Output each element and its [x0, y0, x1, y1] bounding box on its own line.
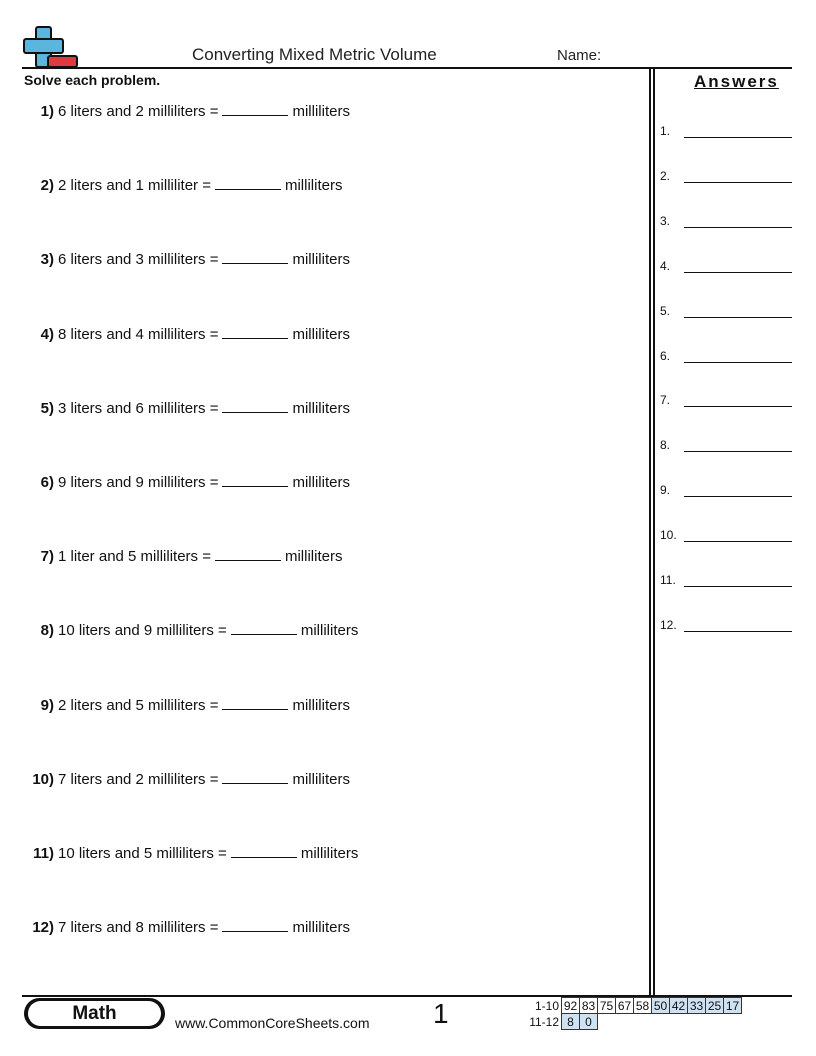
score-cell: 25 [706, 998, 724, 1014]
score-row-label: 1-10 [534, 998, 559, 1013]
answer-label: 12. [660, 618, 677, 632]
problem-item [24, 249, 350, 268]
score-table [529, 997, 742, 1030]
score-cell: 0 [580, 1014, 598, 1030]
score-cell: 83 [580, 998, 598, 1014]
problem-text: 3 liters and 6 milliliters = [58, 400, 219, 417]
problem-unit: milliliters [300, 845, 359, 862]
problem-text: 7 liters and 2 milliliters = [58, 771, 219, 788]
header-divider [22, 67, 792, 69]
plus-minus-logo-icon [22, 24, 80, 68]
score-cell: 17 [724, 998, 742, 1014]
answer-slot [660, 124, 792, 138]
problem-number: 3) [40, 251, 54, 268]
answer-blank[interactable] [222, 769, 288, 784]
answer-label: 6. [660, 349, 671, 363]
problem-unit: milliliters [292, 474, 350, 491]
problem-item [24, 917, 350, 936]
answer-blank[interactable] [222, 249, 288, 264]
answer-slot [660, 528, 792, 542]
problem-unit: milliliters [292, 919, 350, 936]
answer-label: 7. [660, 393, 671, 407]
answer-line[interactable] [684, 305, 792, 318]
problem-text: 9 liters and 9 milliliters = [58, 474, 219, 491]
subject-label: Math [28, 1001, 161, 1026]
answer-line[interactable] [684, 125, 792, 138]
answer-label: 10. [660, 528, 677, 542]
website-url: www.CommonCoreSheets.com [175, 1015, 370, 1031]
answers-title: Answers [694, 72, 779, 91]
answer-blank[interactable] [222, 695, 288, 710]
answer-blank[interactable] [215, 546, 281, 561]
worksheet-title: Converting Mixed Metric Volume [192, 45, 437, 64]
problem-unit: milliliters [292, 326, 350, 343]
answer-blank[interactable] [215, 175, 281, 190]
answer-label: 2. [660, 169, 671, 183]
answer-line[interactable] [684, 350, 792, 363]
score-cell: 75 [598, 998, 616, 1014]
answer-line[interactable] [684, 574, 792, 587]
answer-slot [660, 214, 792, 228]
problem-item [24, 398, 350, 417]
answer-line[interactable] [684, 394, 792, 407]
problem-text: 2 liters and 5 milliliters = [58, 697, 219, 714]
answer-blank[interactable] [222, 324, 288, 339]
problem-item [24, 620, 358, 639]
answer-line[interactable] [684, 619, 792, 632]
problem-item [24, 546, 342, 565]
answer-slot [660, 304, 792, 318]
problem-number: 10) [32, 771, 54, 788]
problem-number: 1) [40, 103, 54, 120]
score-row [529, 998, 742, 1014]
answer-slot [660, 438, 792, 452]
problem-text: 6 liters and 2 milliliters = [58, 103, 219, 120]
answer-slot [660, 618, 792, 632]
problem-number: 9) [40, 697, 54, 714]
score-cell: 8 [562, 1014, 580, 1030]
problem-item [24, 101, 350, 120]
answer-slot [660, 483, 792, 497]
answer-slot [660, 349, 792, 363]
answer-label: 9. [660, 483, 671, 497]
answer-line[interactable] [684, 439, 792, 452]
answer-label: 11. [660, 573, 676, 587]
answer-column-divider [653, 69, 655, 996]
answer-line[interactable] [684, 484, 792, 497]
answer-label: 4. [660, 259, 671, 273]
problem-unit: milliliters [292, 771, 350, 788]
problem-item [24, 843, 358, 862]
answer-slot [660, 573, 792, 587]
answer-label: 1. [660, 124, 671, 138]
subject-badge [24, 998, 165, 1029]
answer-blank[interactable] [231, 843, 297, 858]
answer-label: 8. [660, 438, 671, 452]
problem-unit: milliliters [292, 400, 350, 417]
answer-label: 5. [660, 304, 671, 318]
answer-slot [660, 169, 792, 183]
problem-text: 2 liters and 1 milliliter = [58, 177, 211, 194]
problem-number: 7) [40, 548, 54, 565]
score-cell: 92 [562, 998, 580, 1014]
problem-number: 11) [33, 845, 54, 862]
answer-line[interactable] [684, 529, 792, 542]
score-row-label: 11-12 [529, 1014, 559, 1029]
problem-unit: milliliters [284, 177, 343, 194]
score-cell: 58 [634, 998, 652, 1014]
problem-number: 6) [40, 474, 54, 491]
answer-slot [660, 259, 792, 273]
instructions: Solve each problem. [24, 72, 161, 88]
problem-text: 1 liter and 5 milliliters = [58, 548, 211, 565]
problem-text: 6 liters and 3 milliliters = [58, 251, 219, 268]
problem-number: 5) [40, 400, 54, 417]
problem-number: 2) [40, 177, 54, 194]
problem-unit: milliliters [292, 251, 350, 268]
problem-number: 4) [40, 326, 54, 343]
problem-item [24, 472, 350, 491]
answer-line[interactable] [684, 215, 792, 228]
answer-blank[interactable] [222, 398, 288, 413]
problem-item [24, 769, 350, 788]
page-number: 1 [433, 998, 449, 1029]
name-label: Name: [557, 47, 602, 64]
problem-text: 7 liters and 8 milliliters = [58, 919, 219, 936]
problem-unit: milliliters [284, 548, 343, 565]
score-cell: 42 [670, 998, 688, 1014]
answer-label: 3. [660, 214, 671, 228]
problem-item [24, 175, 342, 194]
answer-blank[interactable] [222, 472, 288, 487]
problem-unit: milliliters [292, 103, 350, 120]
problem-text: 10 liters and 9 milliliters = [58, 622, 227, 639]
score-cell: 67 [616, 998, 634, 1014]
answer-blank[interactable] [222, 101, 288, 116]
answer-slot [660, 393, 792, 407]
problem-item [24, 695, 350, 714]
problem-text: 8 liters and 4 milliliters = [58, 326, 219, 343]
answer-line[interactable] [684, 260, 792, 273]
problem-unit: milliliters [292, 697, 350, 714]
answer-line[interactable] [684, 170, 792, 183]
answer-blank[interactable] [222, 917, 288, 932]
problem-number: 12) [32, 919, 54, 936]
problem-unit: milliliters [300, 622, 359, 639]
score-cell: 33 [688, 998, 706, 1014]
problem-item [24, 324, 350, 343]
problem-number: 8) [40, 622, 54, 639]
answer-column-divider [649, 69, 651, 996]
answer-blank[interactable] [231, 620, 297, 635]
score-row [529, 1014, 742, 1030]
score-cell: 50 [652, 998, 670, 1014]
problem-text: 10 liters and 5 milliliters = [58, 845, 227, 862]
